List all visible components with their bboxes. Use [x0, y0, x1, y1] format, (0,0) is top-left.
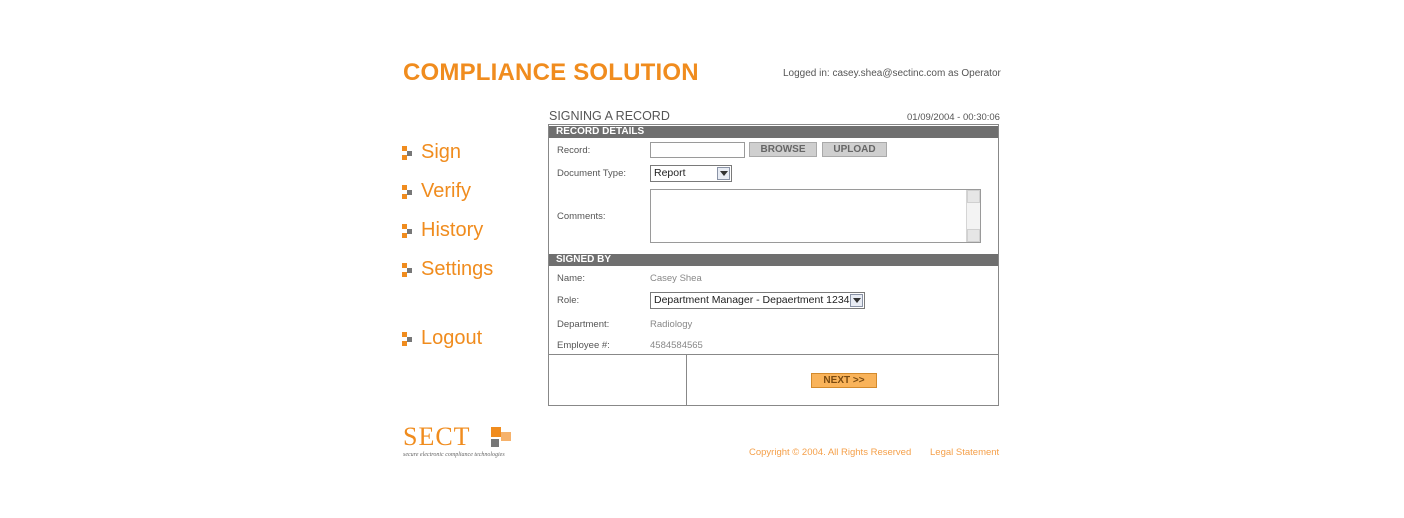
orange-square-bullet-icon	[402, 332, 416, 346]
section-title: SIGNING A RECORD	[549, 109, 670, 123]
nav-item-logout[interactable]	[402, 327, 482, 350]
browse-button[interactable]: BROWSE	[749, 142, 817, 157]
login-info: Logged in: casey.shea@sectinc.com as Operator	[783, 68, 1001, 79]
record-input[interactable]	[650, 142, 745, 158]
record-label: Record:	[557, 145, 591, 156]
sect-logo	[403, 424, 505, 458]
timestamp: 01/09/2004 - 00:30:06	[907, 112, 1000, 123]
scroll-up-icon[interactable]	[967, 190, 980, 203]
employee-number-value: 4584584565	[650, 340, 703, 351]
department-value: Radiology	[650, 319, 693, 330]
nav-item-history[interactable]	[402, 219, 483, 242]
nav-item-label: Logout	[421, 327, 483, 349]
nav-item-sign[interactable]	[402, 141, 461, 164]
nav-item-verify[interactable]	[402, 180, 471, 203]
upload-button[interactable]: UPLOAD	[822, 142, 887, 157]
nav-item-label: Sign	[421, 141, 462, 163]
chevron-down-icon	[717, 167, 730, 180]
signing-form-panel	[548, 124, 999, 406]
legal-statement-link[interactable]: Legal Statement	[930, 447, 1000, 458]
logo-tagline: secure electronic compliance technologies	[403, 452, 505, 458]
orange-square-bullet-icon	[402, 185, 416, 199]
chevron-down-icon	[850, 294, 863, 307]
comments-label: Comments:	[557, 211, 606, 222]
nav-item-label: History	[421, 219, 484, 241]
department-label: Department:	[557, 319, 610, 330]
role-label: Role:	[557, 295, 580, 306]
document-type-select[interactable]	[650, 165, 732, 182]
orange-square-bullet-icon	[402, 224, 416, 238]
document-type-value: Report	[654, 167, 686, 179]
next-button[interactable]: NEXT >>	[811, 373, 877, 388]
role-value: Department Manager - Depaertment 1234	[654, 294, 850, 306]
app-title: COMPLIANCE SOLUTION	[403, 59, 699, 86]
role-select[interactable]	[650, 292, 865, 309]
copyright-text: Copyright © 2004. All Rights Reserved	[749, 447, 912, 458]
orange-square-bullet-icon	[402, 263, 416, 277]
nav-item-label: Settings	[421, 258, 494, 280]
document-type-label: Document Type:	[557, 168, 627, 179]
comments-textarea[interactable]	[650, 189, 981, 243]
employee-number-label: Employee #:	[557, 340, 610, 351]
comments-scrollbar[interactable]	[966, 190, 980, 242]
name-label: Name:	[557, 273, 585, 284]
divider	[549, 354, 998, 355]
orange-square-bullet-icon	[402, 146, 416, 160]
signed-by-header: SIGNED BY	[549, 254, 998, 266]
name-value: Casey Shea	[650, 273, 702, 284]
nav-item-label: Verify	[421, 180, 472, 202]
scroll-down-icon[interactable]	[967, 229, 980, 242]
divider	[686, 354, 687, 405]
logo-mark-icon	[491, 427, 513, 449]
logo-text: SECT	[403, 422, 471, 451]
nav-item-settings[interactable]	[402, 258, 493, 281]
record-details-header: RECORD DETAILS	[549, 126, 998, 138]
